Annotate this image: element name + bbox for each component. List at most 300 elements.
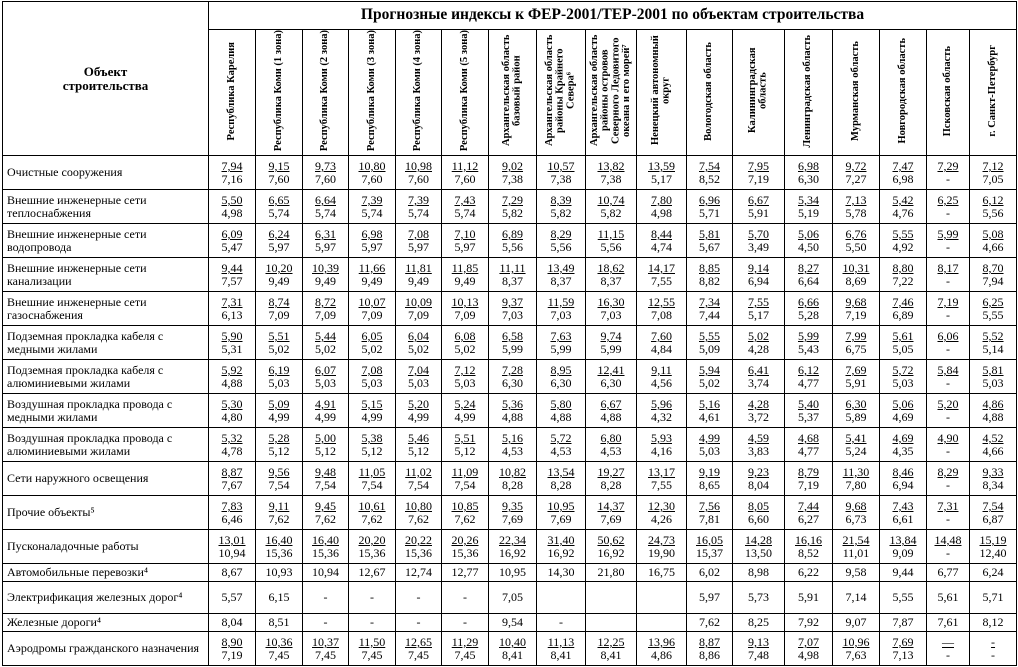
- index-cell: [442, 496, 489, 530]
- index-cell: [586, 582, 637, 614]
- index-cell: [880, 258, 927, 292]
- index-value-top: 12,25: [597, 634, 625, 649]
- index-value-top: 9,33: [982, 464, 1004, 479]
- index-value-bottom: -: [946, 375, 950, 390]
- index-cell: [349, 462, 396, 496]
- index-value-top: 7,39: [408, 192, 429, 207]
- index-value-bottom: 11,01: [842, 545, 870, 560]
- index-value-bottom: 7,54: [408, 477, 429, 492]
- index-value-top: 13,82: [597, 158, 625, 173]
- index-cell: [637, 190, 687, 224]
- table-row: [3, 582, 1017, 614]
- index-cell: [396, 530, 442, 564]
- index-value-top: 5,44: [315, 328, 336, 343]
- index-value-top: 7,80: [651, 192, 672, 207]
- index-cell: [303, 326, 349, 360]
- index-value-top: 10,09: [405, 294, 432, 309]
- index-value-bottom: 5,97: [408, 239, 429, 254]
- index-cell: [927, 582, 970, 614]
- index-value-top: 5,30: [221, 396, 243, 411]
- index-value-bottom: 4,98: [651, 205, 672, 220]
- index-cell: [785, 428, 833, 462]
- index-value-top: 4,90: [937, 430, 959, 445]
- index-cell: [970, 360, 1017, 394]
- index-value-bottom: 5,03: [315, 375, 336, 390]
- index-cell: [396, 156, 442, 190]
- index-value-top: 6,67: [748, 192, 769, 207]
- index-value-top: 5,50: [221, 192, 243, 207]
- index-value-bottom: 6,87: [982, 511, 1004, 526]
- index-cell: [537, 582, 586, 614]
- index-cell: [927, 394, 970, 428]
- index-cell: [209, 496, 256, 530]
- index-value-bottom: 15,36: [405, 545, 432, 560]
- index-cell: [209, 292, 256, 326]
- index-value-bottom: 4,98: [221, 205, 243, 220]
- region-header: [303, 30, 349, 156]
- region-label: Калининградская область: [746, 48, 769, 134]
- index-value-bottom: 9,49: [268, 273, 290, 288]
- index-value: 10,93: [265, 565, 293, 580]
- index-cell: [785, 258, 833, 292]
- index-value-bottom: 7,13: [892, 647, 914, 662]
- index-cell: [833, 394, 880, 428]
- region-label: Новгородская область: [896, 38, 908, 144]
- index-value-bottom: 5,67: [699, 239, 720, 254]
- index-value-bottom: 5,71: [699, 205, 720, 220]
- index-cell: [586, 190, 637, 224]
- index-value-top: 5,06: [798, 226, 819, 241]
- region-header: [970, 30, 1017, 156]
- index-cell: [349, 394, 396, 428]
- index-value-bottom: 15,36: [358, 545, 386, 560]
- index-value: 7,87: [892, 615, 914, 630]
- index-value-top: 6,65: [268, 192, 290, 207]
- index-cell: [209, 582, 256, 614]
- index-value-bottom: 5,97: [268, 239, 290, 254]
- table-row: [3, 190, 1017, 224]
- index-cell: [442, 582, 489, 614]
- index-value-bottom: 7,63: [845, 647, 867, 662]
- index-value-top: 12,65: [405, 634, 432, 649]
- index-cell: [209, 564, 256, 582]
- index-value-top: 6,12: [798, 362, 819, 377]
- index-value-top: 13,54: [547, 464, 575, 479]
- index-value: 5,91: [798, 590, 819, 605]
- index-cell: [733, 156, 785, 190]
- index-value-bottom: 7,60: [408, 171, 429, 186]
- index-value-bottom: 5,02: [315, 341, 336, 356]
- index-value-bottom: 4,56: [651, 375, 672, 390]
- index-value-bottom: 4,99: [408, 409, 429, 424]
- index-value-bottom: 5,03: [268, 375, 290, 390]
- index-value-top: 6,30: [845, 396, 867, 411]
- index-value: -: [416, 615, 421, 630]
- index-value-bottom: 7,54: [361, 477, 383, 492]
- index-value-top: 4,52: [982, 430, 1004, 445]
- index-value-bottom: 7,45: [408, 647, 429, 662]
- index-cell: [396, 462, 442, 496]
- index-value-bottom: 6,27: [798, 511, 819, 526]
- index-value-bottom: -: [946, 307, 950, 322]
- index-cell: [489, 530, 537, 564]
- index-value-bottom: 5,24: [845, 443, 867, 458]
- index-cell: [489, 224, 537, 258]
- index-value-bottom: -: [946, 205, 950, 220]
- index-value-bottom: 6,89: [892, 307, 914, 322]
- index-value-top: 11,02: [405, 464, 432, 479]
- index-value-top: 8,39: [550, 192, 572, 207]
- index-cell: [785, 632, 833, 666]
- index-value-bottom: 7,09: [454, 307, 476, 322]
- index-cell: [489, 258, 537, 292]
- index-value-bottom: 3,49: [748, 239, 769, 254]
- index-value-bottom: 8,41: [550, 647, 572, 662]
- index-value-bottom: 7,62: [315, 511, 336, 526]
- index-cell: [880, 632, 927, 666]
- index-value-top: 13,01: [218, 532, 246, 547]
- index-value-top: 7,12: [982, 158, 1004, 173]
- table-row: [3, 258, 1017, 292]
- index-value-top: 7,60: [651, 328, 672, 343]
- index-cell: [303, 224, 349, 258]
- index-cell: [537, 326, 586, 360]
- index-cell: [880, 156, 927, 190]
- index-cell: [880, 530, 927, 564]
- index-value-bottom: 7,19: [845, 307, 867, 322]
- index-cell: [256, 632, 303, 666]
- index-value-top: 9,68: [845, 498, 867, 513]
- index-value-bottom: 13,50: [745, 545, 772, 560]
- index-value-bottom: 8,28: [550, 477, 572, 492]
- index-value-top: 8,74: [268, 294, 290, 309]
- index-value-bottom: 4,69: [892, 409, 914, 424]
- index-value-top: 7,43: [892, 498, 914, 513]
- object-name: Аэродромы гражданского назначения: [3, 632, 209, 666]
- index-cell: [537, 564, 586, 582]
- index-value: 12,77: [451, 565, 479, 580]
- index-value-bottom: -: [946, 341, 950, 356]
- index-value-top: 9,11: [651, 362, 672, 377]
- index-value-bottom: 6,30: [502, 375, 523, 390]
- index-value-bottom: 3,83: [748, 443, 769, 458]
- index-value-top: 5,81: [982, 362, 1004, 377]
- index-value-top: 10,85: [451, 498, 479, 513]
- index-value-bottom: 5,09: [699, 341, 720, 356]
- index-cell: [586, 614, 637, 632]
- index-value-top: 7,07: [798, 634, 819, 649]
- index-value-top: 10,95: [547, 498, 575, 513]
- index-value-top: 11,85: [451, 260, 479, 275]
- index-cell: [303, 428, 349, 462]
- index-value-bottom: 5,78: [845, 205, 867, 220]
- index-cell: [637, 462, 687, 496]
- index-cell: [970, 428, 1017, 462]
- index-cell: [880, 224, 927, 258]
- index-cell: [537, 632, 586, 666]
- index-cell: [880, 326, 927, 360]
- index-value-top: 11,29: [451, 634, 479, 649]
- index-value-bottom: 7,19: [221, 647, 243, 662]
- index-value: -: [370, 615, 374, 630]
- index-value-top: 6,05: [361, 328, 383, 343]
- index-value-bottom: 19,90: [648, 545, 675, 560]
- region-label: Архангельская область районы островов Северного Ледовитого океана и его морей⁷: [588, 35, 632, 147]
- index-value-top: 15,19: [979, 532, 1007, 547]
- index-cell: [303, 360, 349, 394]
- index-value-top: 5,20: [408, 396, 429, 411]
- index-value-bottom: 4,99: [268, 409, 290, 424]
- index-cell: [833, 530, 880, 564]
- index-cell: [349, 360, 396, 394]
- index-cell: [303, 582, 349, 614]
- index-value-bottom: 8,37: [600, 273, 622, 288]
- index-value-bottom: 7,48: [748, 647, 769, 662]
- index-cell: [396, 394, 442, 428]
- region-label: Ненецкий автономный округ: [649, 36, 672, 146]
- index-value-top: 9,48: [315, 464, 336, 479]
- region-label: Республика Коми (2 зона): [319, 30, 331, 152]
- index-value-top: 18,62: [597, 260, 625, 275]
- index-value-bottom: 7,05: [982, 171, 1004, 186]
- index-value: 5,71: [982, 590, 1004, 605]
- index-value-top: 10,39: [312, 260, 339, 275]
- object-name: Прочие объекты⁵: [3, 496, 209, 530]
- index-value-bottom: 7,03: [550, 307, 572, 322]
- index-cell: [833, 496, 880, 530]
- index-cell: [349, 632, 396, 666]
- index-cell: [489, 360, 537, 394]
- index-value-top: 21,54: [842, 532, 870, 547]
- index-cell: [970, 156, 1017, 190]
- index-value-bottom: 5,02: [699, 375, 720, 390]
- index-value-top: 5,46: [408, 430, 429, 445]
- region-header: [880, 30, 927, 156]
- index-value-bottom: 5,02: [408, 341, 429, 356]
- index-value-top: 8,79: [798, 464, 819, 479]
- index-value-top: 9,02: [502, 158, 523, 173]
- index-cell: [927, 190, 970, 224]
- region-header: [785, 30, 833, 156]
- index-value-bottom: 5,17: [651, 171, 672, 186]
- index-value-bottom: 5,56: [982, 205, 1004, 220]
- index-value-bottom: 5,12: [408, 443, 429, 458]
- index-value: -: [370, 590, 374, 605]
- index-value-bottom: 6,46: [221, 511, 243, 526]
- index-value-top: 20,22: [405, 532, 432, 547]
- region-label: г. Санкт-Петербург: [986, 45, 998, 137]
- index-value: 10,95: [499, 565, 526, 580]
- object-name: Внешние инженерные сети водопровода: [3, 224, 209, 258]
- index-value-bottom: 7,62: [408, 511, 429, 526]
- index-value: 7,92: [798, 615, 819, 630]
- index-cell: [489, 614, 537, 632]
- region-header: [349, 30, 396, 156]
- index-value-top: 20,26: [451, 532, 479, 547]
- index-cell: [927, 632, 970, 666]
- index-value-bottom: 5,03: [408, 375, 429, 390]
- index-value-bottom: 4,86: [651, 647, 672, 662]
- index-cell: [970, 564, 1017, 582]
- index-value-bottom: 8,41: [502, 647, 523, 662]
- index-value-top: 4,68: [798, 430, 819, 445]
- index-value-top: 5,36: [502, 396, 523, 411]
- index-value-top: 5,09: [268, 396, 290, 411]
- index-value-top: 7,31: [937, 498, 959, 513]
- index-cell: [733, 632, 785, 666]
- index-value-bottom: 8,28: [502, 477, 523, 492]
- index-value: 16,75: [648, 565, 675, 580]
- index-cell: [537, 360, 586, 394]
- index-cell: [927, 564, 970, 582]
- index-value-top: 16,40: [312, 532, 339, 547]
- index-value-bottom: 9,49: [454, 273, 476, 288]
- index-value-bottom: -: [991, 647, 996, 662]
- index-cell: [349, 564, 396, 582]
- index-value-bottom: 8,34: [982, 477, 1004, 492]
- index-value-bottom: 7,38: [600, 171, 622, 186]
- index-value-top: 7,19: [937, 294, 959, 309]
- index-value-top: 5,55: [892, 226, 914, 241]
- index-value-bottom: 7,16: [221, 171, 243, 186]
- index-value-top: 5,51: [454, 430, 476, 445]
- index-value-top: 7,04: [408, 362, 429, 377]
- index-value: 9,07: [845, 615, 867, 630]
- index-value-top: 7,95: [748, 158, 769, 173]
- index-cell: [733, 224, 785, 258]
- index-cell: [537, 394, 586, 428]
- index-value-top: 12,55: [648, 294, 675, 309]
- index-value-top: 8,29: [550, 226, 572, 241]
- index-value-top: 16,30: [597, 294, 625, 309]
- index-cell: [927, 530, 970, 564]
- index-cell: [970, 614, 1017, 632]
- index-cell: [303, 530, 349, 564]
- index-cell: [970, 530, 1017, 564]
- index-cell: [442, 190, 489, 224]
- index-value-top: 8,87: [699, 634, 720, 649]
- index-value-bottom: 8,82: [699, 273, 720, 288]
- index-cell: [970, 632, 1017, 666]
- index-value-bottom: 7,45: [454, 647, 476, 662]
- index-cell: [209, 428, 256, 462]
- index-value: 8,51: [268, 615, 290, 630]
- index-value-bottom: 5,02: [268, 341, 290, 356]
- index-cell: [927, 156, 970, 190]
- index-cell: [537, 156, 586, 190]
- index-value-bottom: 6,30: [600, 375, 622, 390]
- object-name: Воздушная прокладка провода с медными жилами: [3, 394, 209, 428]
- index-value-bottom: 7,45: [361, 647, 383, 662]
- table-row: [3, 632, 1017, 666]
- index-value-top: 10,31: [842, 260, 870, 275]
- index-cell: [880, 428, 927, 462]
- index-cell: [442, 632, 489, 666]
- index-value: 7,05: [502, 590, 523, 605]
- index-value-bottom: 7,09: [268, 307, 290, 322]
- index-value-top: 4,99: [699, 430, 720, 445]
- index-value-top: 6,06: [937, 328, 959, 343]
- index-value-bottom: 4,77: [798, 375, 819, 390]
- index-value-top: 9,14: [748, 260, 769, 275]
- index-value-top: 10,20: [265, 260, 293, 275]
- index-value-top: 5,84: [937, 362, 959, 377]
- index-value-top: 13,96: [648, 634, 675, 649]
- index-value-top: 6,41: [748, 362, 769, 377]
- index-value-bottom: 5,03: [892, 375, 914, 390]
- index-cell: [687, 394, 733, 428]
- index-value-bottom: -: [946, 273, 950, 288]
- index-cell: [785, 496, 833, 530]
- index-value-top: 7,13: [845, 192, 867, 207]
- index-value-top: 6,24: [268, 226, 290, 241]
- index-value-bottom: 5,56: [600, 239, 622, 254]
- index-value-top: 20,20: [358, 532, 386, 547]
- index-value-bottom: 4,32: [651, 409, 672, 424]
- index-cell: [586, 258, 637, 292]
- index-value-bottom: 4,53: [550, 443, 572, 458]
- index-value-top: 5,99: [798, 328, 819, 343]
- object-name: Сети наружного освещения: [3, 462, 209, 496]
- index-value: 9,44: [892, 565, 914, 580]
- index-value-top: 9,44: [221, 260, 243, 275]
- index-value-top: 8,17: [937, 260, 959, 275]
- index-value-bottom: 5,50: [845, 239, 867, 254]
- index-cell: [489, 632, 537, 666]
- index-value-bottom: 9,49: [408, 273, 429, 288]
- index-cell: [833, 614, 880, 632]
- index-cell: [687, 258, 733, 292]
- index-cell: [586, 224, 637, 258]
- index-value-top: 7,44: [798, 498, 819, 513]
- index-cell: [637, 360, 687, 394]
- index-value-bottom: 4,99: [315, 409, 336, 424]
- index-value-bottom: -: [946, 409, 950, 424]
- index-cell: [687, 530, 733, 564]
- index-value-bottom: 5,28: [798, 307, 819, 322]
- index-cell: [733, 326, 785, 360]
- index-cell: [349, 190, 396, 224]
- index-cell: [880, 462, 927, 496]
- index-value-top: 8,85: [699, 260, 720, 275]
- index-value-top: 7,83: [221, 498, 243, 513]
- index-value-bottom: 4,53: [600, 443, 622, 458]
- index-cell: [303, 156, 349, 190]
- index-value: -: [416, 590, 421, 605]
- index-value-bottom: 7,03: [600, 307, 622, 322]
- index-value-top: 13,17: [648, 464, 675, 479]
- table-row: [3, 564, 1017, 582]
- index-value-bottom: 7,45: [268, 647, 290, 662]
- index-value-top: 10,37: [312, 634, 339, 649]
- index-value-top: 5,93: [651, 430, 672, 445]
- index-cell: [396, 614, 442, 632]
- index-value-bottom: 7,54: [454, 477, 476, 492]
- index-value-bottom: 7,09: [361, 307, 383, 322]
- index-value-bottom: 5,97: [454, 239, 476, 254]
- index-value-bottom: 16,92: [547, 545, 575, 560]
- index-cell: [970, 190, 1017, 224]
- index-cell: [303, 292, 349, 326]
- index-value-top: 5,81: [699, 226, 720, 241]
- index-value: -: [323, 615, 328, 630]
- index-value-top: 10,80: [358, 158, 386, 173]
- index-cell: [586, 360, 637, 394]
- index-cell: [303, 258, 349, 292]
- index-value-top: 10,07: [358, 294, 386, 309]
- object-name: Внешние инженерные сети канализации: [3, 258, 209, 292]
- index-value-top: 8,87: [221, 464, 243, 479]
